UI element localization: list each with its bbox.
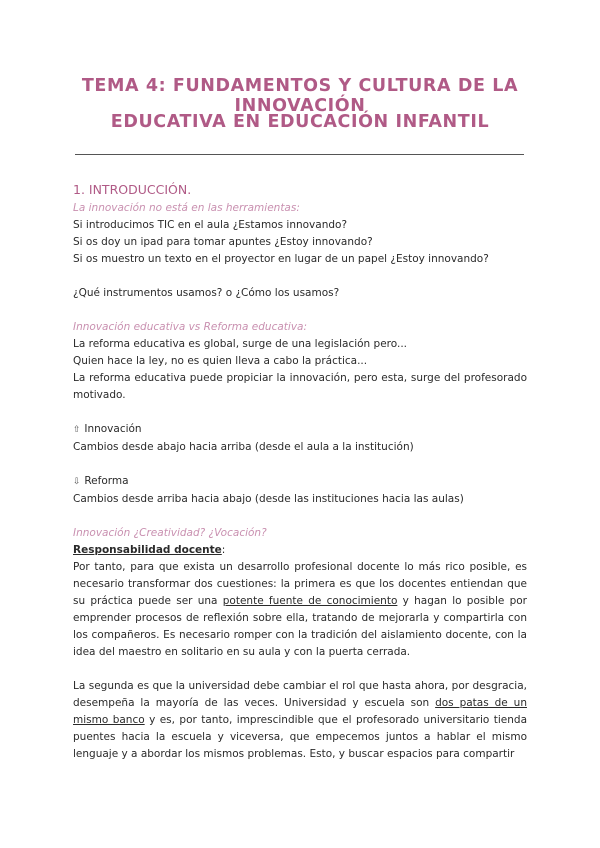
paragraph-1-underlined: potente fuente de conocimiento [222,595,398,607]
innovacion-description: Cambios desde abajo hacia arriba (desde el aula a la institución) [73,441,414,453]
paragraph-2 [73,678,527,763]
paragraph-1-start: Por tanto, para que exista un desarrollo profesional docente lo más rico posible, es necesario transformar dos cuestiones: la primera es que los docentes entiendan que su práctica puede ser una [73,561,527,607]
paragraph-1 [73,559,527,661]
subheading-innovacion-vs-reforma: Innovación educativa vs Reforma educativa: [73,321,308,333]
reforma-label: Reforma [84,475,129,487]
question-ipad: Si os doy un ipad para tomar apuntes ¿Estoy innovando? [73,236,373,248]
section-heading-introduccion: 1. INTRODUCCIÓN. [73,182,192,197]
document-body [73,180,527,763]
reforma-item [73,473,527,491]
paragraph-2-end: y es, por tanto, imprescindible que el profesorado universitario tienda puentes hacia la escuela y viceversa, que empecemos juntos a hablar el mismo lenguaje y a abordar los mismos problemas. Esto, y buscar espacios para compartir [73,714,527,760]
responsabilidad-colon: : [221,544,226,556]
responsabilidad-label: Responsabilidad docente [73,544,222,556]
reforma-line-3: La reforma educativa puede propiciar la innovación, pero esta, surge del profesorado motivado. [73,372,527,401]
spacer [73,302,527,319]
question-instrumentos: ¿Qué instrumentos usamos? o ¿Cómo los usamos? [73,287,340,299]
spacer [73,661,527,678]
question-tic: Si introducimos TIC en el aula ¿Estamos innovando? [73,219,348,231]
innovacion-item [73,421,527,439]
spacer [73,508,527,525]
responsabilidad-heading [73,542,527,559]
question-proyector: Si os muestro un texto en el proyector en lugar de un papel ¿Estoy innovando? [73,253,489,265]
spacer [73,268,527,285]
paragraph-2-start: La segunda es que la universidad debe cambiar el rol que hasta ahora, por desgracia, desempeña la mayoría de las veces. Universidad y escuela son [73,680,527,709]
reforma-line-1: La reforma educativa es global, surge de una legislación pero... [73,338,408,350]
spacer [73,456,527,473]
arrow-up-icon: ⇧ [73,425,81,435]
innovacion-label: Innovación [84,423,142,435]
subheading-herramientas: La innovación no está en las herramientas: [73,202,300,214]
title-divider [75,154,524,155]
paragraph-2-underlined: dos patas de un mismo banco [73,697,527,726]
document-title-line-1: TEMA 4: FUNDAMENTOS Y CULTURA DE LA INNOVACIÓN [81,76,519,116]
document-title-line-2: EDUCATIVA EN EDUCACIÓN INFANTIL [110,112,490,132]
spacer [73,404,527,421]
reforma-description: Cambios desde arriba hacia abajo (desde las instituciones hacia las aulas) [73,493,464,505]
arrow-down-icon: ⇩ [73,477,81,487]
subheading-creatividad: Innovación ¿Creatividad? ¿Vocación? [73,527,267,539]
reforma-line-2: Quien hace la ley, no es quien lleva a cabo la práctica... [73,355,368,367]
paragraph-1-end: y hagan lo posible por emprender procesos de reflexión sobre ella, tratando de mejorarla y compartirla con los compañeros. Es necesario romper con la tradición del aislamiento docente, con la idea del maestro en solitario en su aula y con la puerta cerrada. [73,595,527,658]
